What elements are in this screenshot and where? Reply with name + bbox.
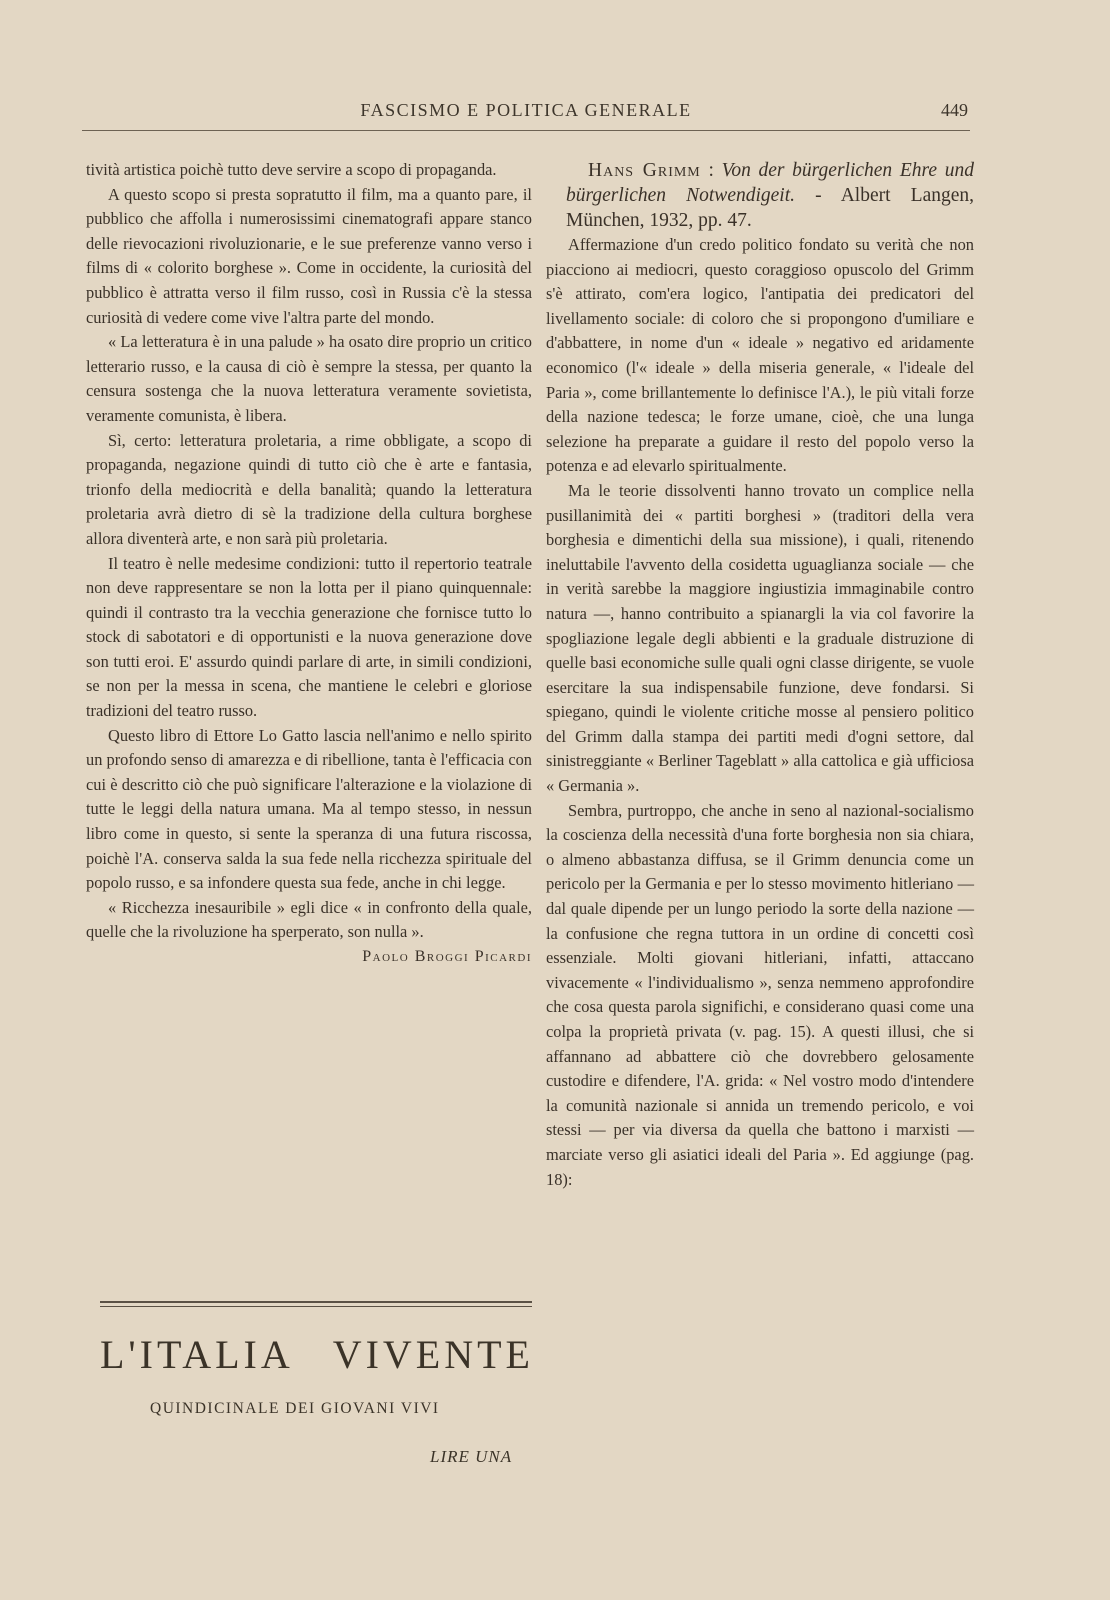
paragraph: tività artistica poichè tutto deve servire a scopo di propaganda.: [86, 160, 497, 179]
advertisement-title: L'ITALIA VIVENTE: [100, 1332, 534, 1377]
section-divider: [100, 1301, 532, 1307]
page-number: 449: [941, 100, 968, 120]
reference-author: Hans Grimm: [588, 160, 701, 181]
advertisement-subtitle: QUINDICINALE DEI GIOVANI VIVI: [150, 1400, 440, 1417]
reference-title: Von der bürgerlichen Ehre und bürgerlichen Notwendigeit.: [566, 160, 974, 206]
right-column: [546, 158, 974, 1192]
paragraph: Affermazione d'un credo politico fondato su verità che non piacciono ai mediocri, questo coraggioso opuscolo del Grimm s'è attirato, com'era logico, l'antipatia dei predicatori del livellamento sociale: di coloro che si propongono d'umiliare e d'abbattere, in nome d'un « ideale » negativo ed aridamente economico (l'« ideale » della miseria generale, « l'ideale del Paria », come brillantemente lo definisce l'A.), le più vitali forze della nazione tedesca; le forze umane, cioè, che una lunga selezione ha preparate a guidare il resto del popolo verso la potenza e ad elevarlo spiritualmente.: [546, 235, 974, 476]
left-column: [86, 158, 532, 970]
paragraph: « Ricchezza inesauribile » egli dice « in confronto della quale, quelle che la rivoluzione ha sperperato, son nulla ».: [86, 897, 532, 942]
paragraph: Ma le teorie dissolventi hanno trovato un complice nella pusillanimità dei « partiti borghesi » (traditori della vera borghesia e dimentichi della sua missione), i quali, ritenendo ineluttabile l'avvento della cosidetta uguaglianza sociale — che in verità sarebbe la maggiore ingiustizia immaginabile contro natura —, hanno contribuito a spianargli la via col favorire la spogliazione legale degli abbienti e la graduale distruzione di quelle basi economiche sulle quali ogni classe dirigente, se vuole esercitare la sua indispensabile funzione, deve fondarsi. Si spiegano, quindi le violente critiche mosse al pensiero politico del Grimm dalla stampa dei partiti medi d'ogni settore, dal sinistreggiante « Berliner Tageblatt » alla cattolica e già ufficiosa « Germania ».: [546, 480, 974, 796]
paragraph: Sì, certo: letteratura proletaria, a rime obbligate, a scopo di propaganda, negazione quindi di tutto ciò che è arte e fantasia, trionfo della mediocrità e della banalità; quando la letteratura proletaria avrà dietro di sè la tradizione della cultura borghese allora diventerà arte, e non sarà più proletaria.: [86, 430, 532, 548]
paragraph: Sembra, purtroppo, che anche in seno al nazional-socialismo la coscienza della necessità d'una forte borghesia non sia chiara, o almeno abbastanza diffusa, se il Grimm denuncia come un pericolo per la Germania e per lo stesso movimento hitleriano — dal quale dipende per un lungo periodo la sorte della nazione — la confusione che regna tuttora in un ordine di concetti così essenziale. Molti giovani hitleriani, infatti, attaccano vivacemente « l'individualismo », senza nemmeno approfondire che cosa questa parola significhi, e considerano quasi come una colpa la proprietà privata (v. pag. 15). A questi illusi, che si affannano ad abbattere ciò che dovrebbero gelosamente custodire e difendere, l'A. grida: « Nel vostro modo d'intendere la comunità nazionale si annida un tremendo pericolo, e voi stessi — per via diversa da quella che battono i marxisti — marciate verso gli asiatici ideali del Paria ». Ed aggiunge (pag. 18):: [546, 800, 974, 1189]
advertisement-price: LIRE UNA: [430, 1447, 513, 1466]
reference-publisher: - Albert Langen, München, 1932, pp. 47.: [566, 185, 975, 231]
author-signature: Paolo Broggi Picardi: [362, 948, 532, 965]
paragraph: « La letteratura è in una palude » ha osato dire proprio un critico letterario russo, e la causa di ciò è sempre la stessa, per quanto la censura sostenga che la nuova letteratura veramente sovietista, veramente comunista, è libera.: [86, 332, 532, 425]
paragraph: Il teatro è nelle medesime condizioni: tutto il repertorio teatrale non deve rappresentare se non la lotta per il piano quinquennale: quindi il contrasto tra la vecchia generazione che fornisce tutto lo stock di sabotatori e di opportunisti e la nuova generazione dove son tutti eroi. E' assurdo quindi parlare di arte, in simili condizioni, se non per la messa in scena, che mantiene le celebri e gloriose tradizioni del teatro russo.: [86, 553, 532, 721]
book-reference: Hans Grimm : Von der bürgerlichen Ehre und bürgerlichen Notwendigeit. - Albert Langen, München, 1932, pp. 47.: [566, 160, 975, 231]
paragraph: Questo libro di Ettore Lo Gatto lascia nell'animo e nello spirito un profondo senso di amarezza e di ribellione, tanta è l'efficacia con cui è descritto ciò che può significare l'alterazione e la violazione di tutte le leggi della natura umana. Ma al tempo stesso, in nessun libro come in questo, si sente la speranza di una futura riscossa, poichè l'A. conserva salda la sua fede nella ricchezza spirituale del popolo russo, e sa infondere questa sua fede, anche in chi legge.: [86, 725, 532, 893]
running-title: FASCISMO E POLITICA GENERALE: [360, 100, 692, 120]
page-header: [82, 96, 970, 131]
paragraph: A questo scopo si presta sopratutto il film, ma a quanto pare, il pubblico che affolla i numerosissimi cinematografi appare stanco delle rievocazioni rivoluzionarie, e le sue preferenze vanno verso i films di « colorito borghese ». Come in occidente, la curiosità del pubblico è attratta verso il film russo, così in Russia c'è la stessa curiosità di vedere come vive l'altra parte del mondo.: [86, 184, 532, 327]
